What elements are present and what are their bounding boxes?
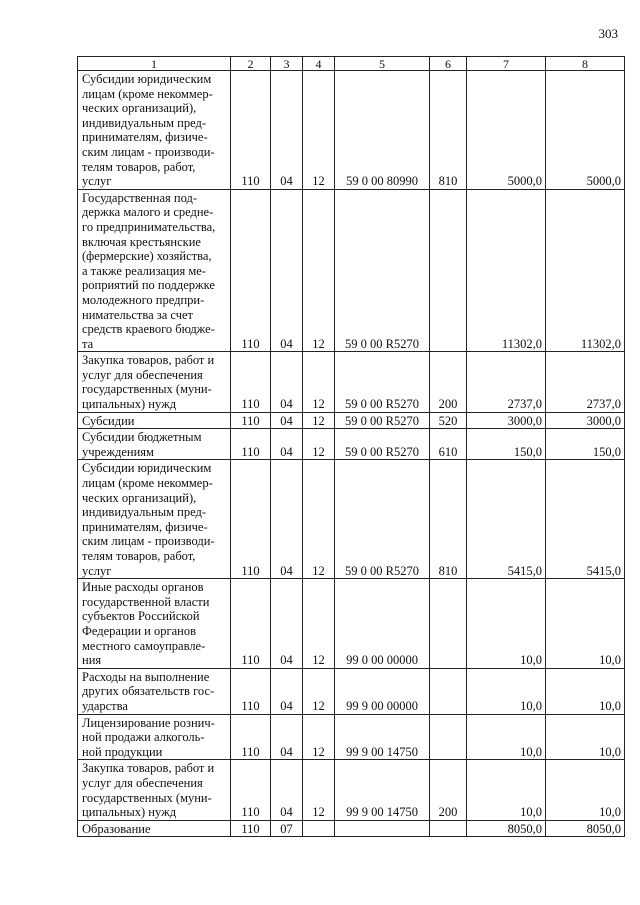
row-name-line: лицам (кроме некоммер-: [82, 86, 213, 101]
amount-cell: 8050,0: [467, 820, 546, 837]
amount-cell: 8050,0: [546, 820, 625, 837]
row-name-line: Субсидии юридическим: [82, 72, 212, 86]
row-name-line: телям товаров, работ,: [82, 549, 196, 563]
expense-type-cell: [430, 579, 467, 669]
amount-cell: 2737,0: [467, 352, 546, 412]
row-name-line: нимательства за счет: [82, 307, 194, 322]
amount-cell: 10,0: [467, 714, 546, 760]
amount-cell: 10,0: [546, 579, 625, 669]
target-article-cell: 59 0 00 R5270: [335, 460, 430, 579]
table-row: [78, 668, 625, 714]
amount-cell: 10,0: [467, 668, 546, 714]
row-name-line: ципальных) нужд: [82, 805, 177, 820]
row-name-line: Расходы на выполнение: [82, 669, 210, 684]
row-name-line: услуг для обеспечения: [82, 367, 203, 382]
section-cell: 04: [271, 714, 303, 760]
row-name: [78, 352, 231, 412]
header-cell: 2: [231, 57, 271, 71]
section-cell: 04: [271, 412, 303, 429]
expense-type-cell: 200: [430, 760, 467, 820]
row-name-line: Федерации и органов: [82, 623, 196, 638]
table-row: [78, 714, 625, 760]
header-cell: 7: [467, 57, 546, 71]
expense-type-cell: [430, 189, 467, 352]
row-name-line: услуг: [82, 563, 112, 578]
row-name-line: лицам (кроме некоммер-: [82, 476, 213, 491]
subsection-cell: [303, 820, 335, 837]
row-name-line: молодежного предпри-: [82, 292, 205, 307]
amount-cell: 2737,0: [546, 352, 625, 412]
amount-cell: 10,0: [467, 760, 546, 820]
amount-cell: 10,0: [467, 579, 546, 669]
target-article-cell: 59 0 00 80990: [335, 71, 430, 190]
row-name-line: роприятий по поддержке: [82, 278, 215, 293]
code-cell: 110: [231, 579, 271, 669]
row-name-line: учреждениям: [82, 444, 154, 459]
row-name-line: Лицензирование рознич-: [82, 715, 215, 730]
row-name-line: а также реализация ме-: [82, 263, 206, 278]
amount-cell: 150,0: [546, 429, 625, 460]
row-name-line: Закупка товаров, работ и: [82, 353, 215, 368]
subsection-cell: 12: [303, 668, 335, 714]
row-name: [78, 760, 231, 820]
row-name-line: услуг: [82, 174, 112, 189]
section-cell: 04: [271, 460, 303, 579]
target-article-cell: 59 0 00 R5270: [335, 352, 430, 412]
row-name: [78, 820, 231, 837]
table-row: [78, 579, 625, 669]
subsection-cell: 12: [303, 352, 335, 412]
row-name-line: принимателям, физиче-: [82, 130, 208, 145]
subsection-cell: 12: [303, 429, 335, 460]
table-row: [78, 189, 625, 352]
row-name-line: средств краевого бюдже-: [82, 322, 215, 337]
code-cell: 110: [231, 714, 271, 760]
amount-cell: 3000,0: [546, 412, 625, 429]
row-name-line: ческих организаций),: [82, 101, 197, 116]
row-name-line: субъектов Российской: [82, 609, 200, 624]
row-name-line: Субсидии бюджетным: [82, 430, 202, 445]
row-name-line: Субсидии: [82, 413, 135, 428]
row-name-line: ским лицам - производи-: [82, 534, 215, 549]
header-cell: 1: [78, 57, 231, 71]
target-article-cell: 99 9 00 14750: [335, 760, 430, 820]
row-name-line: Субсидии юридическим: [82, 461, 212, 476]
amount-cell: 11302,0: [467, 189, 546, 352]
table-row: [78, 820, 625, 837]
header-cell: 6: [430, 57, 467, 71]
row-name-line: держка малого и средне-: [82, 205, 214, 220]
subsection-cell: 12: [303, 71, 335, 190]
table-row: [78, 460, 625, 579]
table-row: [78, 352, 625, 412]
target-article-cell: 99 9 00 14750: [335, 714, 430, 760]
row-name-line: государственной власти: [82, 594, 210, 609]
header-cell: 4: [303, 57, 335, 71]
row-name-line: принимателям, физиче-: [82, 519, 208, 534]
expense-type-cell: 810: [430, 71, 467, 190]
row-name: [78, 460, 231, 579]
target-article-cell: 59 0 00 R5270: [335, 429, 430, 460]
table-row: [78, 429, 625, 460]
row-name-line: государственных (муни-: [82, 382, 212, 397]
target-article-cell: 99 9 00 00000: [335, 668, 430, 714]
row-name-line: (фермерские) хозяйства,: [82, 249, 212, 264]
expense-type-cell: [430, 668, 467, 714]
code-cell: 110: [231, 189, 271, 352]
row-name-line: индивидуальным пред-: [82, 115, 207, 130]
subsection-cell: 12: [303, 760, 335, 820]
code-cell: 110: [231, 820, 271, 837]
row-name-line: услуг для обеспечения: [82, 775, 203, 790]
subsection-cell: 12: [303, 460, 335, 579]
row-name: [78, 71, 231, 190]
row-name-line: государственных (муни-: [82, 790, 212, 805]
amount-cell: 10,0: [546, 668, 625, 714]
row-name-line: ной продажи алкоголь-: [82, 730, 205, 745]
section-cell: 04: [271, 668, 303, 714]
table-row: [78, 71, 625, 190]
row-name-line: включая крестьянские: [82, 234, 201, 249]
code-cell: 110: [231, 760, 271, 820]
expense-type-cell: 520: [430, 412, 467, 429]
row-name-line: ским лицам - производи-: [82, 144, 215, 159]
amount-cell: 5000,0: [546, 71, 625, 190]
code-cell: 110: [231, 668, 271, 714]
header-cell: 8: [546, 57, 625, 71]
table-row: [78, 412, 625, 429]
table-row: [78, 760, 625, 820]
row-name-line: Государственная под-: [82, 190, 197, 205]
section-cell: 07: [271, 820, 303, 837]
expense-type-cell: 610: [430, 429, 467, 460]
expense-type-cell: [430, 820, 467, 837]
amount-cell: 10,0: [546, 760, 625, 820]
amount-cell: 10,0: [546, 714, 625, 760]
amount-cell: 3000,0: [467, 412, 546, 429]
page-number: 303: [598, 26, 618, 41]
budget-table: [77, 56, 625, 837]
amount-cell: 5415,0: [546, 460, 625, 579]
amount-cell: 150,0: [467, 429, 546, 460]
header-row: [78, 57, 625, 71]
section-cell: 04: [271, 579, 303, 669]
row-name-line: ударства: [82, 698, 128, 713]
row-name: [78, 412, 231, 429]
table-body: [78, 71, 625, 837]
row-name-line: ципальных) нужд: [82, 397, 177, 412]
subsection-cell: 12: [303, 189, 335, 352]
row-name-line: других обязательств гос-: [82, 684, 215, 699]
code-cell: 110: [231, 71, 271, 190]
target-article-cell: [335, 820, 430, 837]
row-name-line: ческих организаций),: [82, 490, 197, 505]
code-cell: 110: [231, 352, 271, 412]
section-cell: 04: [271, 189, 303, 352]
row-name-line: Образование: [82, 821, 151, 836]
expense-type-cell: 200: [430, 352, 467, 412]
section-cell: 04: [271, 429, 303, 460]
row-name-line: ния: [82, 653, 102, 668]
header-cell: 3: [271, 57, 303, 71]
subsection-cell: 12: [303, 579, 335, 669]
row-name-line: та: [82, 336, 94, 351]
amount-cell: 11302,0: [546, 189, 625, 352]
amount-cell: 5415,0: [467, 460, 546, 579]
row-name: [78, 189, 231, 352]
section-cell: 04: [271, 352, 303, 412]
row-name-line: телям товаров, работ,: [82, 159, 196, 174]
target-article-cell: 59 0 00 R5270: [335, 189, 430, 352]
expense-type-cell: [430, 714, 467, 760]
row-name: [78, 579, 231, 669]
row-name: [78, 429, 231, 460]
row-name: [78, 714, 231, 760]
header-cell: 5: [335, 57, 430, 71]
row-name-line: местного самоуправле-: [82, 638, 206, 653]
row-name-line: го предпринимательства,: [82, 219, 216, 234]
code-cell: 110: [231, 429, 271, 460]
row-name-line: ной продукции: [82, 744, 163, 759]
code-cell: 110: [231, 412, 271, 429]
code-cell: 110: [231, 460, 271, 579]
amount-cell: 5000,0: [467, 71, 546, 190]
section-cell: 04: [271, 71, 303, 190]
subsection-cell: 12: [303, 714, 335, 760]
expense-type-cell: 810: [430, 460, 467, 579]
row-name-line: индивидуальным пред-: [82, 505, 207, 520]
row-name-line: Иные расходы органов: [82, 580, 204, 595]
target-article-cell: 59 0 00 R5270: [335, 412, 430, 429]
row-name-line: Закупка товаров, работ и: [82, 761, 215, 776]
target-article-cell: 99 0 00 00000: [335, 579, 430, 669]
section-cell: 04: [271, 760, 303, 820]
subsection-cell: 12: [303, 412, 335, 429]
row-name: [78, 668, 231, 714]
